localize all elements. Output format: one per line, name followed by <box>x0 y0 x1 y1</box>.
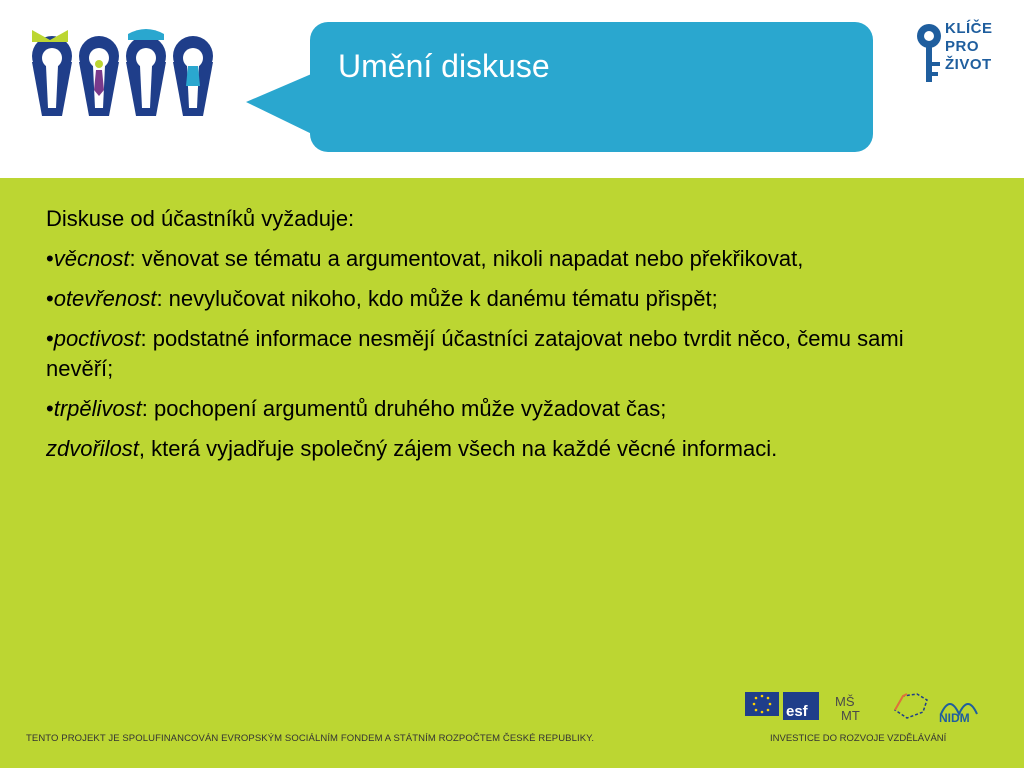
list-item-term: trpělivost <box>53 396 142 421</box>
logo-line-2: PRO <box>945 38 980 55</box>
keyholes-logo-icon <box>28 26 223 118</box>
intro-text: Diskuse od účastníků vyžaduje: <box>46 206 355 231</box>
list-item-text: , která vyjadřuje společný zájem všech na každé věcné informaci. <box>138 436 778 461</box>
logo-line-1: KLÍČE <box>945 20 993 37</box>
slide-body <box>46 204 946 474</box>
bullet: • <box>46 246 54 271</box>
svg-text:esf: esf <box>786 703 808 720</box>
bullet: • <box>46 396 54 421</box>
slide-title: Umění diskuse <box>338 48 550 84</box>
list-item <box>46 244 946 274</box>
msmt-logo-icon <box>835 694 860 723</box>
key-icon <box>915 22 943 84</box>
klice-pro-zivot-logo <box>915 18 1005 88</box>
list-item <box>46 434 946 464</box>
list-item-text: : nevylučovat nikoho, kdo může k danému tématu přispět; <box>156 286 718 311</box>
svg-text:NIDM: NIDM <box>939 711 970 725</box>
svg-text:MŠ: MŠ <box>835 694 855 709</box>
footer-investment-text: INVESTICE DO ROZVOJE VZDĚLÁVÁNÍ <box>770 733 947 744</box>
list-item <box>46 284 946 314</box>
svg-text:MT: MT <box>841 708 860 723</box>
slide-header <box>0 0 1024 178</box>
bullet: • <box>46 326 54 351</box>
sponsor-logos <box>745 688 995 726</box>
list-item-term: poctivost <box>53 326 141 351</box>
list-item <box>46 324 946 384</box>
list-item-term: zdvořilost <box>46 436 139 461</box>
list-item-text: : věnovat se tématu a argumentovat, nikoli napadat nebo překřikovat, <box>129 246 804 271</box>
footer-funding-text: TENTO PROJEKT JE SPOLUFINANCOVÁN EVROPSKÝM SOCIÁLNÍM FONDEM A STÁTNÍM ROZPOČTEM ČESKÉ REPUBLIKY. <box>26 733 595 744</box>
nidm-logo-icon <box>939 704 977 725</box>
speech-bubble-tail <box>246 72 316 136</box>
list-item-term: otevřenost <box>53 286 157 311</box>
logo-line-3: ŽIVOT <box>945 56 992 73</box>
eu-flag-icon <box>745 692 779 716</box>
czech-map-icon <box>895 694 927 718</box>
list-item-text: : pochopení argumentů druhého může vyžadovat čas; <box>141 396 667 421</box>
list-item <box>46 394 946 424</box>
list-item-term: věcnost <box>53 246 130 271</box>
esf-logo-icon <box>783 692 819 720</box>
title-bubble <box>310 22 873 152</box>
list-item-text: : podstatné informace nesmějí účastníci zatajovat nebo tvrdit něco, čemu sami nevěří; <box>46 326 904 381</box>
bullet: • <box>46 286 54 311</box>
